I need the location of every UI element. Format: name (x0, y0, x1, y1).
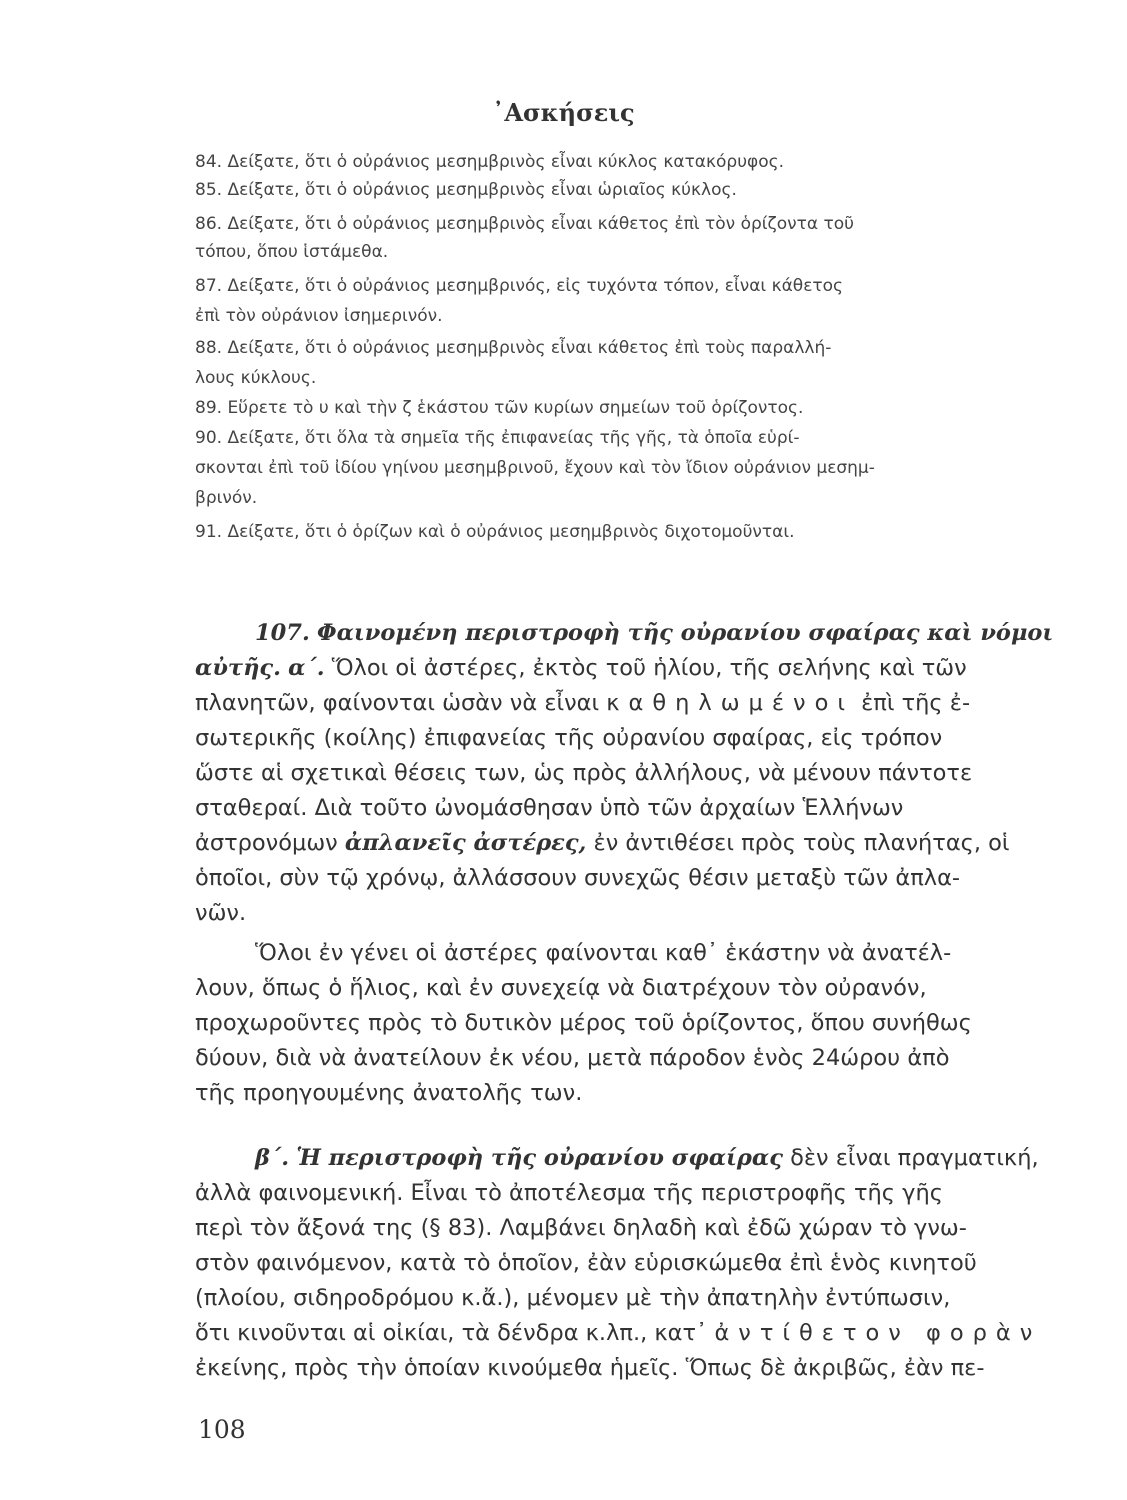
paragraph-3-line-2: ἀλλὰ φαινομενική. Εἶναι τὸ ἀποτέλεσμα τῆς περιστροφῆς τῆς γῆς (195, 1180, 943, 1206)
paragraph-1-line-7: ὁποῖοι, σὺν τῷ χρόνῳ, ἀλλάσσουν συνεχῶς θέσιν μεταξὺ τῶν ἀπλα- (195, 865, 961, 891)
paragraph-3-line-6 (195, 1320, 1055, 1346)
exercise-86-line-1: 86. Δείξατε, ὅτι ὁ οὐράνιος μεσημβρινὸς εἶναι κάθετος ἐπὶ τὸν ὁρίζοντα τοῦ (195, 214, 854, 234)
paragraph-3-line-3: περὶ τὸν ἄξονά της (§ 83). Λαμβάνει δηλαδὴ καὶ ἐδῶ χώραν τὸ γνω- (195, 1215, 967, 1241)
paragraph-1-line-6-b: ἐν ἀντιθέσει πρὸς τοὺς πλανήτας, οἱ (593, 830, 1010, 856)
page-header: ᾿Ασκήσεις (492, 98, 635, 127)
paragraph-3-line-5: (πλοίου, σιδηροδρόμου κ.ἄ.), μένομεν μὲ τὴν ἀπατηλὴν ἐντύπωσιν, (195, 1285, 951, 1311)
spaced-text-antitheton: ἀντίθετον φορὰν (714, 1320, 1042, 1346)
paragraph-1-line-6 (195, 830, 1055, 856)
exercise-89-line-1: 89. Εὕρετε τὸ υ καὶ τὴν ζ ἑκάστου τῶν κυρίων σημείων τοῦ ὁρίζοντος. (195, 398, 804, 418)
bold-term-rotation: Ἡ περιστροφὴ τῆς οὐρανίου σφαίρας (296, 1145, 783, 1171)
exercise-85-line-1: 85. Δείξατε, ὅτι ὁ οὐράνιος μεσημβρινὸς εἶναι ὡριαῖος κύκλος. (195, 180, 737, 200)
section-title: Φαινομένη περιστροφὴ τῆς οὐρανίου σφαίρας καὶ νόμοι (316, 620, 1054, 646)
paragraph-2-line-2: λουν, ὅπως ὁ ἥλιος, καὶ ἐν συνεχείᾳ νὰ διατρέχουν τὸν οὐρανόν, (195, 975, 927, 1001)
spaced-text-kathilomenoi: καθηλωμένοι (606, 690, 854, 716)
section-title-line-2 (195, 655, 1055, 681)
exercise-87-line-1: 87. Δείξατε, ὅτι ὁ οὐράνιος μεσημβρινός, εἰς τυχόντα τόπον, εἶναι κάθετος (195, 276, 843, 296)
subsection-b-label: β΄. (255, 1145, 290, 1171)
subsection-a-label: α΄. (288, 655, 325, 681)
paragraph-3-line-6-a: ὅτι κινοῦνται αἱ οἰκίαι, τὰ δένδρα κ.λπ., κατ᾽ (195, 1320, 708, 1346)
exercise-86-line-2: τόπου, ὅπου ἱστάμεθα. (195, 242, 389, 262)
section-title-line-1 (255, 620, 1115, 646)
section-title-cont: αὐτῆς. (195, 655, 281, 681)
paragraph-3-line-7: ἐκείνης, πρὸς τὴν ὁποίαν κινούμεθα ἡμεῖς. Ὅπως δὲ ἀκριβῶς, ἐὰν πε- (195, 1355, 985, 1381)
paragraph-3-line-4: στὸν φαινόμενον, κατὰ τὸ ὁποῖον, ἐὰν εὑρισκώμεθα ἐπὶ ἑνὸς κινητοῦ (195, 1250, 977, 1276)
exercise-87-line-2: ἐπὶ τὸν οὐράνιον ἰσημερινόν. (195, 306, 443, 326)
paragraph-1-line-5: σταθεραί. Διὰ τοῦτο ὠνομάσθησαν ὑπὸ τῶν ἀρχαίων Ἑλλήνων (195, 795, 904, 821)
paragraph-2-line-3: προχωροῦντες πρὸς τὸ δυτικὸν μέρος τοῦ ὁρίζοντος, ὅπου συνήθως (195, 1010, 972, 1036)
bold-term-aplaneis: ἀπλανεῖς ἀστέρες, (344, 830, 587, 856)
exercise-84-line-1: 84. Δείξατε, ὅτι ὁ οὐράνιος μεσημβρινὸς εἶναι κύκλος κατακόρυφος. (195, 152, 785, 172)
paragraph-1-line-4: ὥστε αἱ σχετικαὶ θέσεις των, ὡς πρὸς ἀλλήλους, νὰ μένουν πάντοτε (195, 760, 973, 786)
paragraph-3-line-1-b: δὲν εἶναι πραγματική, (790, 1145, 1039, 1171)
paragraph-1-line-2-a: πλανητῶν, φαίνονται ὡσὰν νὰ εἶναι (195, 690, 600, 716)
paragraph-1-line-2 (195, 690, 1055, 716)
paragraph-1-line-8: νῶν. (195, 900, 247, 926)
paragraph-1-line-1: Ὅλοι οἱ ἀστέρες, ἐκτὸς τοῦ ἡλίου, τῆς σελήνης καὶ τῶν (331, 655, 967, 681)
exercise-91-line-1: 91. Δείξατε, ὅτι ὁ ὁρίζων καὶ ὁ οὐράνιος μεσημβρινὸς διχοτομοῦνται. (195, 522, 795, 542)
exercise-88-line-1: 88. Δείξατε, ὅτι ὁ οὐράνιος μεσημβρινὸς εἶναι κάθετος ἐπὶ τοὺς παραλλή- (195, 338, 832, 358)
paragraph-1-line-6-a: ἀστρονόμων (195, 830, 338, 856)
paragraph-2-line-1: Ὅλοι ἐν γένει οἱ ἀστέρες φαίνονται καθ᾽ ἑκάστην νὰ ἀνατέλ- (255, 940, 952, 966)
exercise-88-line-2: λους κύκλους. (195, 368, 317, 388)
paragraph-2-line-4: δύουν, διὰ νὰ ἀνατείλουν ἐκ νέου, μετὰ πάροδον ἑνὸς 24ώρου ἀπὸ (195, 1045, 950, 1071)
section-number: 107. (255, 620, 310, 646)
paragraph-1-line-3: σωτερικῆς (κοίλης) ἐπιφανείας τῆς οὐρανίου σφαίρας, εἰς τρόπον (195, 725, 943, 751)
paragraph-3-line-1 (255, 1145, 1115, 1171)
page-number: 108 (198, 1415, 246, 1444)
paragraph-1-line-2-b: ἐπὶ τῆς ἐ- (861, 690, 971, 716)
paragraph-2-line-5: τῆς προηγουμένης ἀνατολῆς των. (195, 1080, 583, 1106)
exercise-90-line-2: σκονται ἐπὶ τοῦ ἰδίου γηίνου μεσημβρινοῦ, ἔχουν καὶ τὸν ἴδιον οὐράνιον μεσημ- (195, 458, 875, 478)
exercise-90-line-3: βρινόν. (195, 488, 258, 508)
exercise-90-line-1: 90. Δείξατε, ὅτι ὅλα τὰ σημεῖα τῆς ἐπιφανείας τῆς γῆς, τὰ ὁποῖα εὑρί- (195, 428, 800, 448)
